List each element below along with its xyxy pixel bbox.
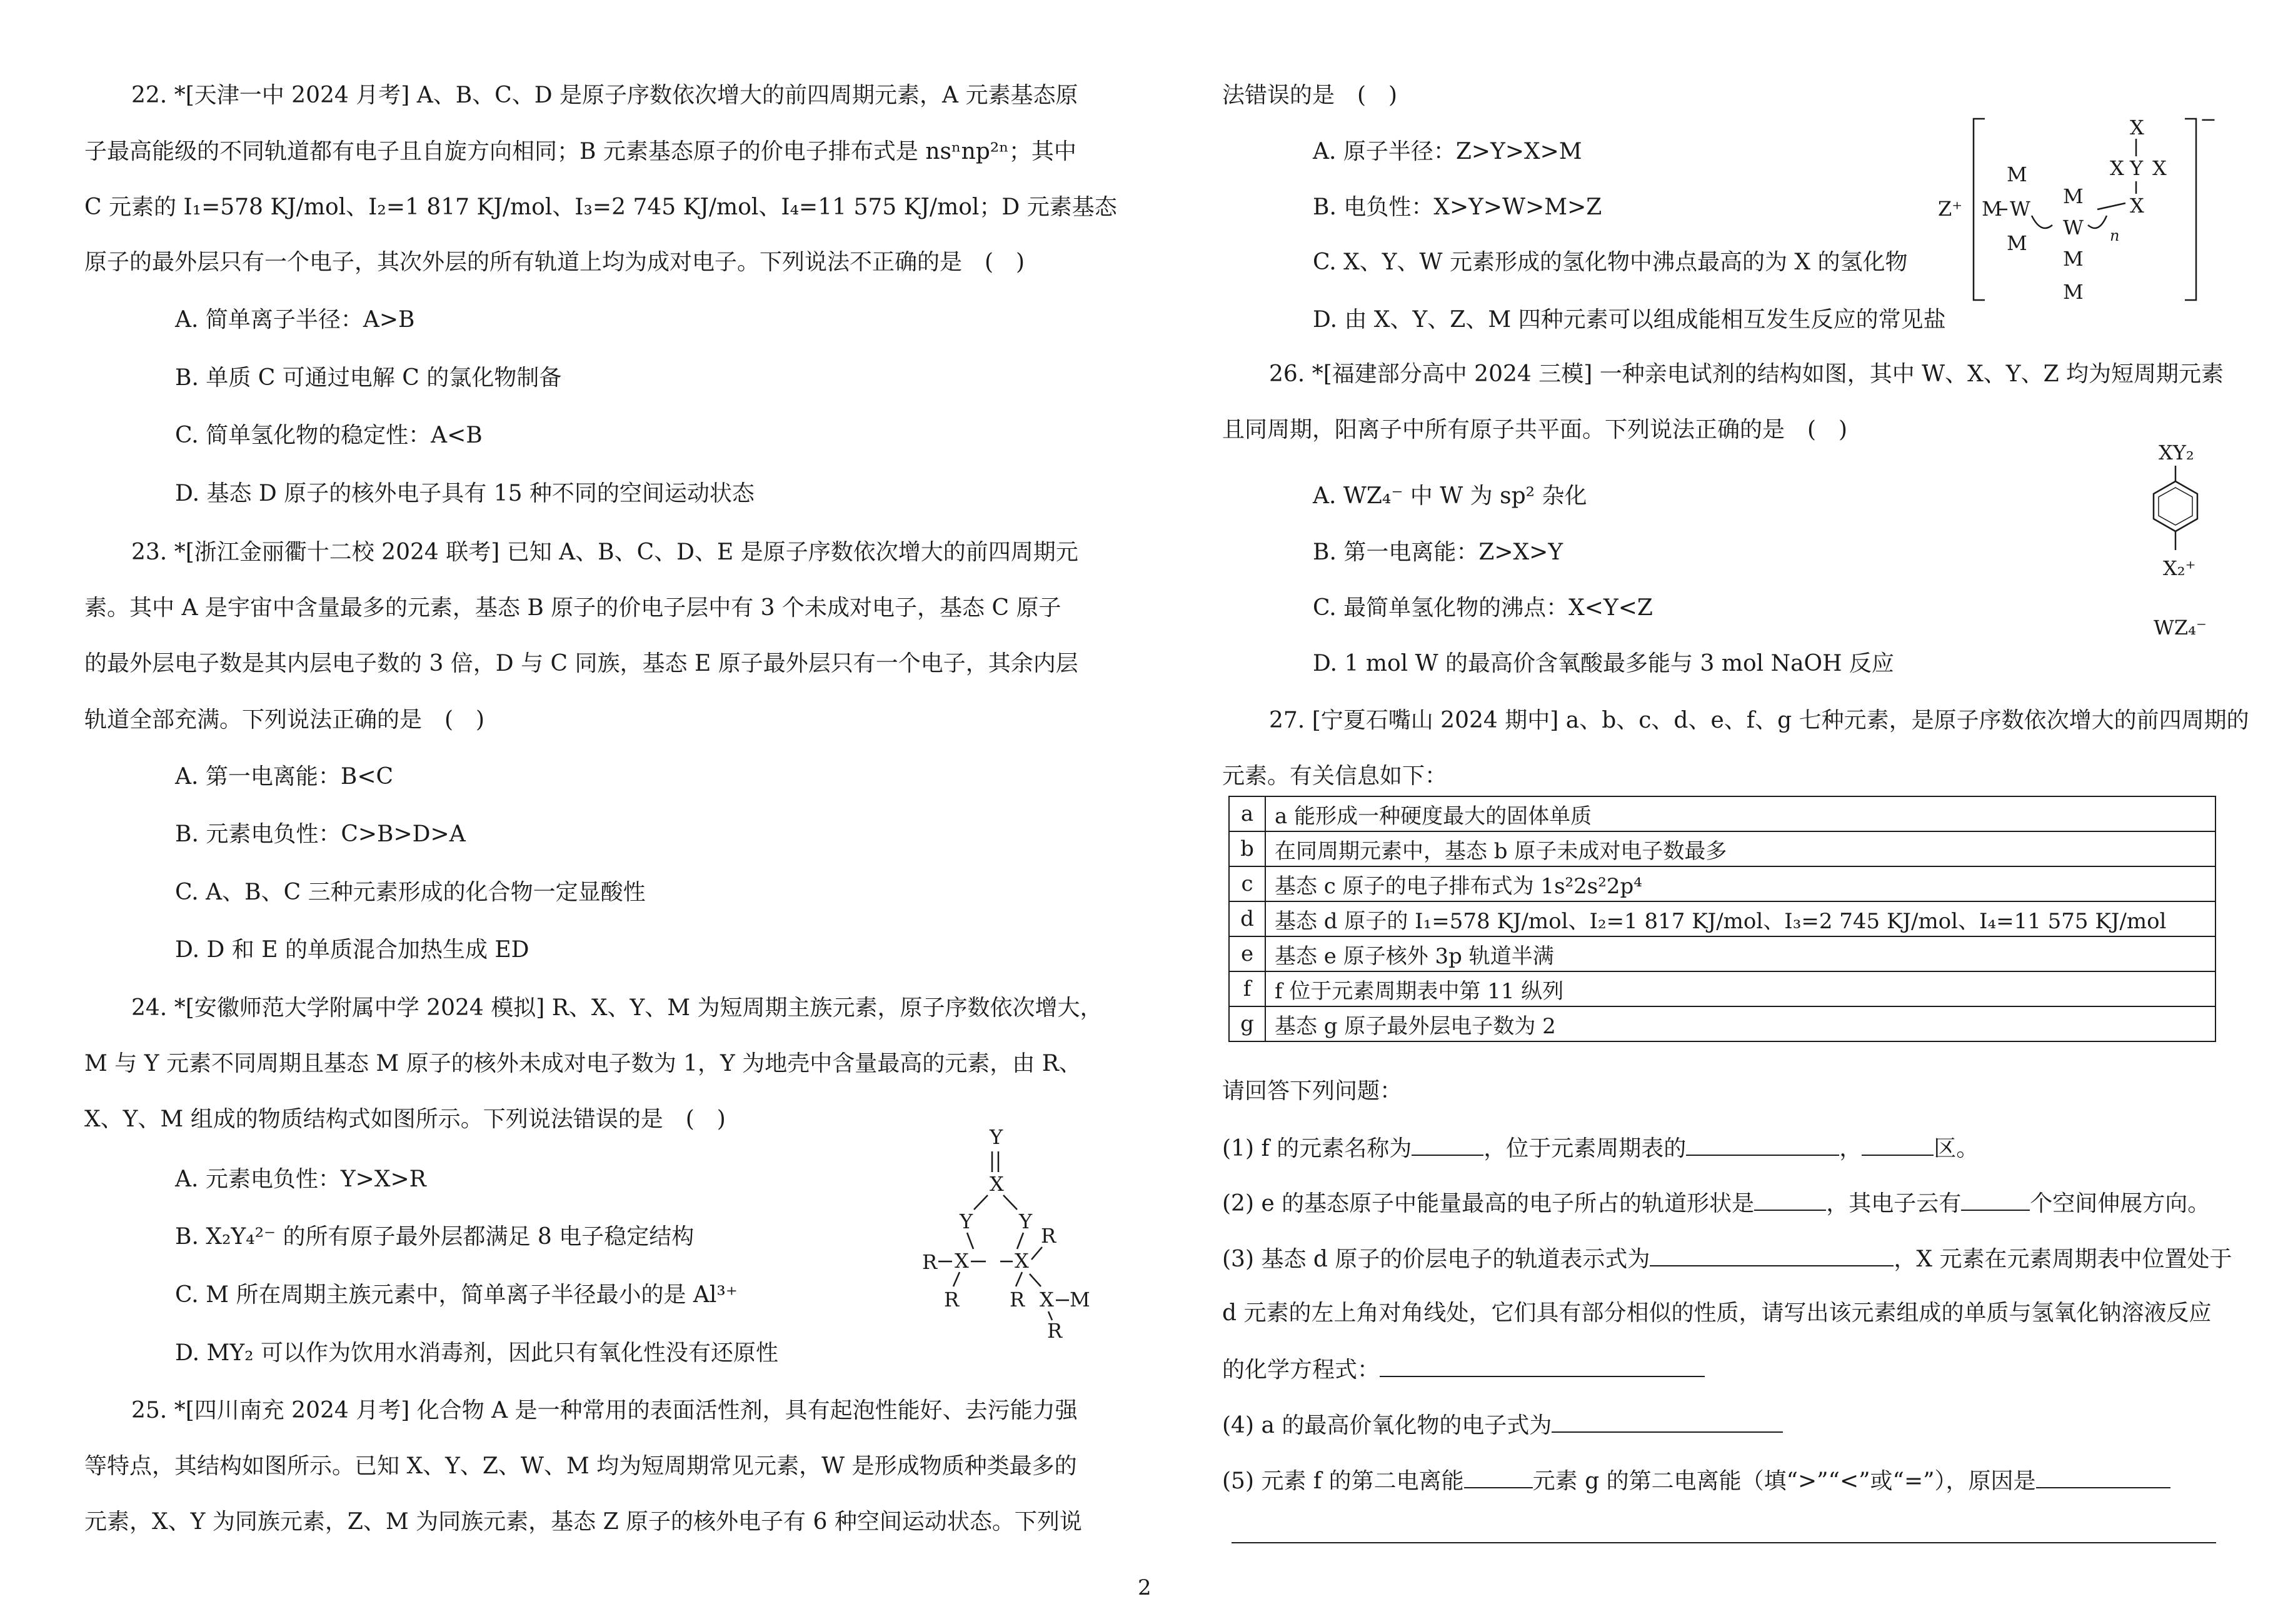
q26-line-2: 且同周期，阳离子中所有原子共平面。下列说法正确的是 ( )	[1222, 417, 1848, 443]
q27-sub-1-text-b: ，位于元素周期表的	[1483, 1136, 1687, 1161]
q25-bracket-n-close	[2088, 216, 2107, 228]
q27-prompt: 请回答下列问题：	[1222, 1078, 1403, 1104]
q26-anion-wz4: WZ₄⁻	[2154, 616, 2207, 639]
q27-answer-blank[interactable]	[1464, 1466, 1533, 1488]
q27-answer-blank[interactable]	[1754, 1188, 1826, 1211]
q25-option-b: B. 电负性：X>Y>W>M>Z	[1313, 194, 1602, 220]
q26-option-a: A. WZ₄⁻ 中 W 为 sp² 杂化	[1313, 483, 1587, 509]
table-row	[1229, 866, 2215, 901]
q22-line-1: 22. *[天津一中 2024 月考] A、B、C、D 是原子序数依次增大的前四周期元素，A 元素基态原	[131, 83, 1078, 108]
q23-line-3: 的最外层电子数是其内层电子数的 3 倍，D 与 C 同族，基态 E 原子最外层只有一个电子，其余内层	[84, 651, 1078, 676]
q27-answer-blank[interactable]	[1412, 1133, 1483, 1156]
q25-atom-w-1: W	[2010, 197, 2030, 221]
table-row	[1229, 796, 2215, 831]
q23-option-c: C. A、B、C 三种元素形成的化合物一定显酸性	[175, 880, 646, 905]
q26-option-c: C. 最简单氢化物的沸点：X<Y<Z	[1313, 595, 1653, 621]
q25-structure-figure	[1935, 108, 2217, 313]
q25-atom-m-3: M	[2007, 231, 2027, 255]
q26-benzene-ring	[2154, 481, 2197, 531]
page-number: 2	[1138, 1575, 1152, 1600]
q23-line-2: 素。其中 A 是宇宙中含量最多的元素，基态 B 原子的价电子层中有 3 个未成对电子，基态 C 原子	[84, 595, 1061, 621]
table-info: a 能形成一种硬度最大的固体单质	[1265, 796, 2215, 831]
table-info: 基态 e 原子核外 3p 轨道半满	[1265, 936, 2215, 971]
q23-option-a: A. 第一电离能：B<C	[175, 764, 394, 789]
q22-line-2: 子最高能级的不同轨道都有电子且自旋方向相同；B 元素基态原子的价电子排布式是 nsⁿnp²ⁿ；其中	[84, 139, 1076, 164]
q27-sub-5-line-2	[1232, 1521, 2216, 1550]
q26-option-b: B. 第一电离能：Z>X>Y	[1313, 539, 1563, 565]
table-row	[1229, 936, 2215, 971]
q24-bond	[1030, 1274, 1041, 1286]
q27-sub-3-text-d: 的化学方程式：	[1222, 1357, 1380, 1383]
q23-option-d: D. D 和 E 的单质混合加热生成 ED	[175, 937, 529, 963]
q24-atom-y-left: Y	[960, 1210, 973, 1233]
q24-atom-x-right: X	[1015, 1249, 1029, 1273]
q23-line-4: 轨道全部充满。下列说法正确的是 ( )	[84, 707, 485, 733]
q25-atom-m-5: M	[2063, 247, 2084, 271]
q25-atom-x-right: X	[2152, 156, 2167, 180]
q27-answer-blank[interactable]	[2036, 1466, 2170, 1488]
table-info: 基态 d 原子的 I₁=578 KJ/mol、I₂=1 817 KJ/mol、I₃=2 745 KJ/mol、I₄=11 575 KJ/mol	[1265, 901, 2215, 936]
table-key: f	[1229, 971, 1265, 1006]
q25-atom-m-1: M	[2007, 163, 2027, 186]
q24-atom-y-top: Y	[990, 1125, 1003, 1149]
q24-option-b: B. X₂Y₄²⁻ 的所有原子最外层都满足 8 电子稳定结构	[175, 1224, 695, 1250]
q26-group-x2-plus: X₂⁺	[2163, 556, 2196, 580]
q24-atom-r-bottom-left: R	[944, 1288, 960, 1311]
q27-answer-blank[interactable]	[1686, 1133, 1839, 1156]
q24-bond	[1017, 1233, 1023, 1249]
q27-sub-1-text-d: 区。	[1934, 1136, 1979, 1161]
q25-cation-z: Z⁺	[1938, 197, 1963, 221]
q24-bond	[953, 1272, 960, 1286]
q25-line-3: 元素，X、Y 为同族元素，Z、M 为同族元素，基态 Z 原子的核外电子有 6 种空间运动状态。下列说	[84, 1509, 1082, 1535]
q27-sub-1-text-c: ，	[1839, 1136, 1862, 1161]
q25-atom-m-6: M	[2063, 280, 2084, 304]
q24-bond	[1031, 1247, 1042, 1260]
q27-answer-blank[interactable]	[1232, 1521, 2216, 1543]
q25-atom-m-2: M	[1982, 197, 2002, 221]
q22-option-c: C. 简单氢化物的稳定性：A<B	[175, 423, 483, 448]
q24-bond	[1003, 1195, 1017, 1210]
q24-atom-r-top-right: R	[1041, 1224, 1056, 1248]
q25-line-2: 等特点，其结构如图所示。已知 X、Y、Z、W、M 均为短周期常见元素，W 是形成物质种类最多的	[84, 1453, 1077, 1479]
q24-atom-r-left: R	[922, 1250, 938, 1274]
table-info: 在同周期元素中，基态 b 原子未成对电子数最多	[1265, 831, 2215, 866]
q25-bracket-right	[2185, 119, 2196, 300]
q27-answer-blank[interactable]	[1650, 1244, 1894, 1266]
q27-sub-3-text-b: ，X 元素在元素周期表中位置处于	[1894, 1246, 2232, 1272]
q27-answer-blank[interactable]	[1380, 1355, 1705, 1377]
table-row	[1229, 901, 2215, 936]
q24-bond	[974, 1195, 988, 1210]
q27-sub-2-text-c: 个空间伸展方向。	[2030, 1191, 2210, 1216]
q27-line-2: 元素。有关信息如下：	[1222, 763, 1448, 789]
q27-sub-5-text-b: 元素 g 的第二电离能（填“>”“<”或“=”），原因是	[1532, 1468, 2036, 1494]
table-row	[1229, 831, 2215, 866]
table-row	[1229, 1006, 2215, 1041]
q27-element-table	[1228, 796, 2216, 1042]
q27-answer-blank[interactable]	[1862, 1133, 1934, 1156]
table-key: d	[1229, 901, 1265, 936]
q25-option-a: A. 原子半径：Z>Y>X>M	[1313, 139, 1582, 164]
q27-sub-1	[1222, 1133, 1979, 1163]
q24-atom-r-bottom: R	[1010, 1288, 1025, 1311]
q26-benzene-inner	[2159, 488, 2192, 525]
q22-line-4: 原子的最外层只有一个电子，其次外层的所有轨道上均为成对电子。下列说法不正确的是 ( )	[84, 249, 1025, 275]
q27-line-1: 27. [宁夏石嘴山 2024 期中] a、b、c、d、e、f、g 七种元素，是原子序数依次增大的前四周期的	[1269, 708, 2249, 733]
q27-sub-5	[1222, 1466, 2170, 1495]
q24-option-c: C. M 所在周期主族元素中，简单离子半径最小的是 Al³⁺	[175, 1282, 738, 1308]
q25-subscript-n: n	[2110, 227, 2120, 244]
table-row	[1229, 971, 2215, 1006]
q25-atom-x-left: X	[2110, 156, 2124, 180]
q27-sub-3-text-a: (3) 基态 d 原子的价层电子的轨道表示式为	[1222, 1246, 1650, 1272]
q26-line-1: 26. *[福建部分高中 2024 三模] 一种亲电试剂的结构如图，其中 W、X、Y、Z 均为短周期元素	[1269, 361, 2224, 387]
table-key: a	[1229, 796, 1265, 831]
q27-sub-3-line-3	[1222, 1355, 1705, 1384]
q25-bond	[2097, 203, 2125, 209]
q25-atom-x-top: X	[2130, 116, 2144, 139]
q27-sub-3	[1222, 1244, 2232, 1273]
q25-option-c: C. X、Y、W 元素形成的氢化物中沸点最高的为 X 的氢化物	[1313, 249, 1908, 275]
q24-line-2: M 与 Y 元素不同周期且基态 M 原子的核外未成对电子数为 1，Y 为地壳中含量最高的元素，由 R、	[84, 1051, 1081, 1076]
table-key: e	[1229, 936, 1265, 971]
q24-option-a: A. 元素电负性：Y>X>R	[175, 1166, 426, 1192]
q27-answer-blank[interactable]	[1961, 1188, 2030, 1211]
q25-atom-w-2: W	[2063, 216, 2084, 239]
q25-charge: −	[2200, 108, 2217, 131]
q25-line-4: 法错误的是 ( )	[1222, 83, 1398, 108]
q24-atom-x-lower: X	[1040, 1288, 1054, 1311]
q25-atom-y: Y	[2130, 156, 2144, 180]
q27-sub-2-text-a: (2) e 的基态原子中能量最高的电子所占的轨道形状是	[1222, 1191, 1755, 1216]
q22-option-a: A. 简单离子半径：A>B	[175, 307, 415, 333]
q25-atom-x-bottom: X	[2130, 194, 2144, 218]
q24-atom-m: M	[1070, 1288, 1090, 1311]
q22-option-d: D. 基态 D 原子的核外电子具有 15 种不同的空间运动状态	[175, 481, 755, 506]
q24-atom-r-lower: R	[1047, 1319, 1063, 1343]
q23-option-b: B. 元素电负性：C>B>D>A	[175, 821, 466, 847]
q24-bond	[1016, 1272, 1022, 1286]
table-key: g	[1229, 1006, 1265, 1041]
q24-line-3: X、Y、M 组成的物质结构式如图所示。下列说法错误的是 ( )	[84, 1106, 726, 1132]
q24-atom-x-top: X	[990, 1172, 1004, 1196]
q24-line-1: 24. *[安徽师范大学附属中学 2024 模拟] R、X、Y、M 为短周期主族元素，原子序数依次增大，	[131, 995, 1103, 1021]
table-key: c	[1229, 866, 1265, 901]
q23-line-1: 23. *[浙江金丽衢十二校 2024 联考] 已知 A、B、C、D、E 是原子序数依次增大的前四周期元	[131, 539, 1078, 565]
q27-sub-4	[1222, 1410, 1783, 1440]
q27-sub-5-text-a: (5) 元素 f 的第二电离能	[1222, 1468, 1464, 1494]
q27-answer-blank[interactable]	[1552, 1410, 1783, 1433]
q25-line-1: 25. *[四川南充 2024 月考] 化合物 A 是一种常用的表面活性剂，具有起泡性能好、去污能力强	[131, 1398, 1078, 1423]
q22-option-b: B. 单质 C 可通过电解 C 的氯化物制备	[175, 365, 562, 391]
q22-line-3: C 元素的 I₁=578 KJ/mol、I₂=1 817 KJ/mol、I₃=2 745 KJ/mol、I₄=11 575 KJ/mol；D 元素基态	[84, 194, 1117, 220]
q24-option-d: D. MY₂ 可以作为饮用水消毒剂，因此只有氧化性没有还原性	[175, 1340, 778, 1366]
q26-option-d: D. 1 mol W 的最高价含氧酸最多能与 3 mol NaOH 反应	[1313, 651, 1894, 676]
table-info: 基态 g 原子最外层电子数为 2	[1265, 1006, 2215, 1041]
q25-bracket-n-open	[2032, 216, 2052, 228]
table-key: b	[1229, 831, 1265, 866]
q27-sub-4-text-a: (4) a 的最高价氧化物的电子式为	[1222, 1413, 1552, 1438]
q27-sub-1-text-a: (1) f 的元素名称为	[1222, 1136, 1412, 1161]
q24-atom-y-right: Y	[1019, 1210, 1033, 1233]
table-info: 基态 c 原子的电子排布式为 1s²2s²2p⁴	[1265, 866, 2215, 901]
q26-structure-figure	[2135, 438, 2222, 650]
q27-sub-3-line-2: d 元素的左上角对角线处，它们具有部分相似的性质，请写出该元素组成的单质与氢氧化钠溶液反应	[1222, 1300, 2212, 1326]
q24-structure-figure	[910, 1125, 1090, 1343]
q25-atom-m-4: M	[2063, 184, 2084, 208]
q26-group-xy2: XY₂	[2159, 441, 2194, 464]
q25-option-d: D. 由 X、Y、Z、M 四种元素可以组成能相互发生反应的常见盐	[1313, 307, 1946, 333]
q27-sub-2-text-b: ，其电子云有	[1826, 1191, 1962, 1216]
q24-atom-x-left: X	[955, 1249, 969, 1273]
q24-bond	[967, 1233, 973, 1249]
q27-sub-2	[1222, 1188, 2210, 1218]
table-info: f 位于元素周期表中第 11 纵列	[1265, 971, 2215, 1006]
